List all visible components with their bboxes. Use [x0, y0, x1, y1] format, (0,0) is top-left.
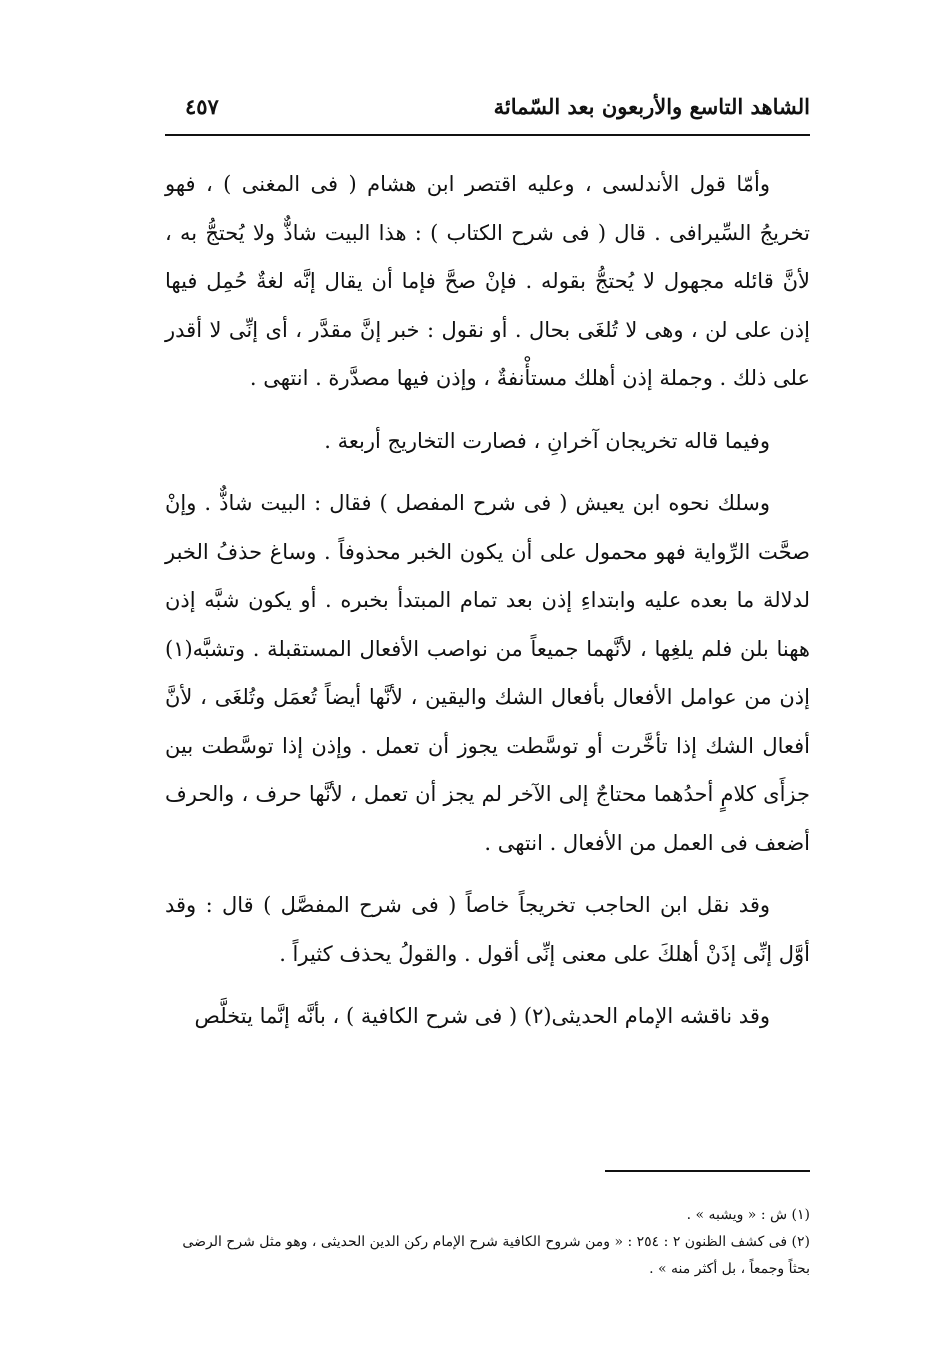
page-number: ٤٥٧ [185, 94, 219, 119]
paragraph: وقد نقل ابن الحاجب تخريجاً خاصاً ( فى شرح المفصَّل ) قال : وقد أوَّل إنِّى إذَنْ أهلكَ على معنى إنِّى أقول . والقولُ يحذف كثيراً . [165, 893, 810, 966]
running-header [165, 88, 810, 130]
paragraph: وقد ناقشه الإمام الحديثى(٢) ( فى شرح الكافية ) ، بأنَّه إنَّما يتخلَّص [194, 1004, 770, 1028]
footnote-2: (٢) فى كشف الظنون ٢ : ٢٥٤ : « ومن شروح الكافية شرح الإمام ركن الدين الحديثى ، وهو مثل شرح الرضى بحثاً وجمعاً ، بل أكثر منه » . [182, 1234, 810, 1277]
main-text [165, 160, 810, 1041]
paragraph: وأمّا قول الأندلسى ، وعليه اقتصر ابن هشام ( فى المغنى ) ، فهو تخريجُ السِّيرافى . قال ( فى شرح الكتاب ) : هذا البيت شاذٌّ ولا يُحتجُّ به ، لأنَّ قائله مجهول لا يُحتجُّ بقوله . فإنْ صحَّ فإما أن يقال إنَّه لغةٌ حُمِل فيها إذن على لن ، وهى لا تُلغَى بحال . أو نقول : خبر إنَّ مقدَّر ، أى إنِّى لا أقدر على ذلك . وجملة إذن أهلك مستأْنفةٌ ، وإذن فيها مصدَّرة . انتهى . [165, 172, 810, 390]
running-title: الشاهد التاسع والأربعون بعد السّمائة [493, 94, 810, 119]
footnote-1: (١) ش : « ويشبه » . [686, 1207, 810, 1223]
header-rule [165, 134, 810, 136]
paragraph: وسلك نحوه ابن يعيش ( فى شرح المفصل ) فقال : البيت شاذٌّ . وإنْ صحَّت الرِّواية فهو محمول على أن يكون الخبر محذوفاً . وساغ حذفُ الخبر لدلالة ما بعده عليه وابتداءِ إذن بعد تمام المبتدأ بخبره . أو يكون شبَّه إذن ههنا بلن فلم يلغِها ، لأنَّهما جميعاً من نواصب الأفعال المستقبلة . وتشبَّه(١) إذن من عوامل الأفعال بأفعال الشك واليقين ، لأنَّها أيضاً تُعمَل وتُلغَى ، لأنَّ أفعال الشك إذا تأخَّرت أو توسَّطت يجوز أن تعمل . وإذن إذا توسَّطت بين جزأَى كلامٍ أحدُهما محتاجٌ إلى الآخر لم يجز أن تعمل ، لأنَّها حرف ، والحرف أضعف فى العمل من الأفعال . انتهى . [165, 491, 810, 855]
footnotes [165, 1202, 810, 1283]
paragraph: وفيما قاله تخريجان آخرانِ ، فصارت التخاريج أربعة . [324, 428, 770, 453]
footnote-rule [605, 1170, 810, 1172]
